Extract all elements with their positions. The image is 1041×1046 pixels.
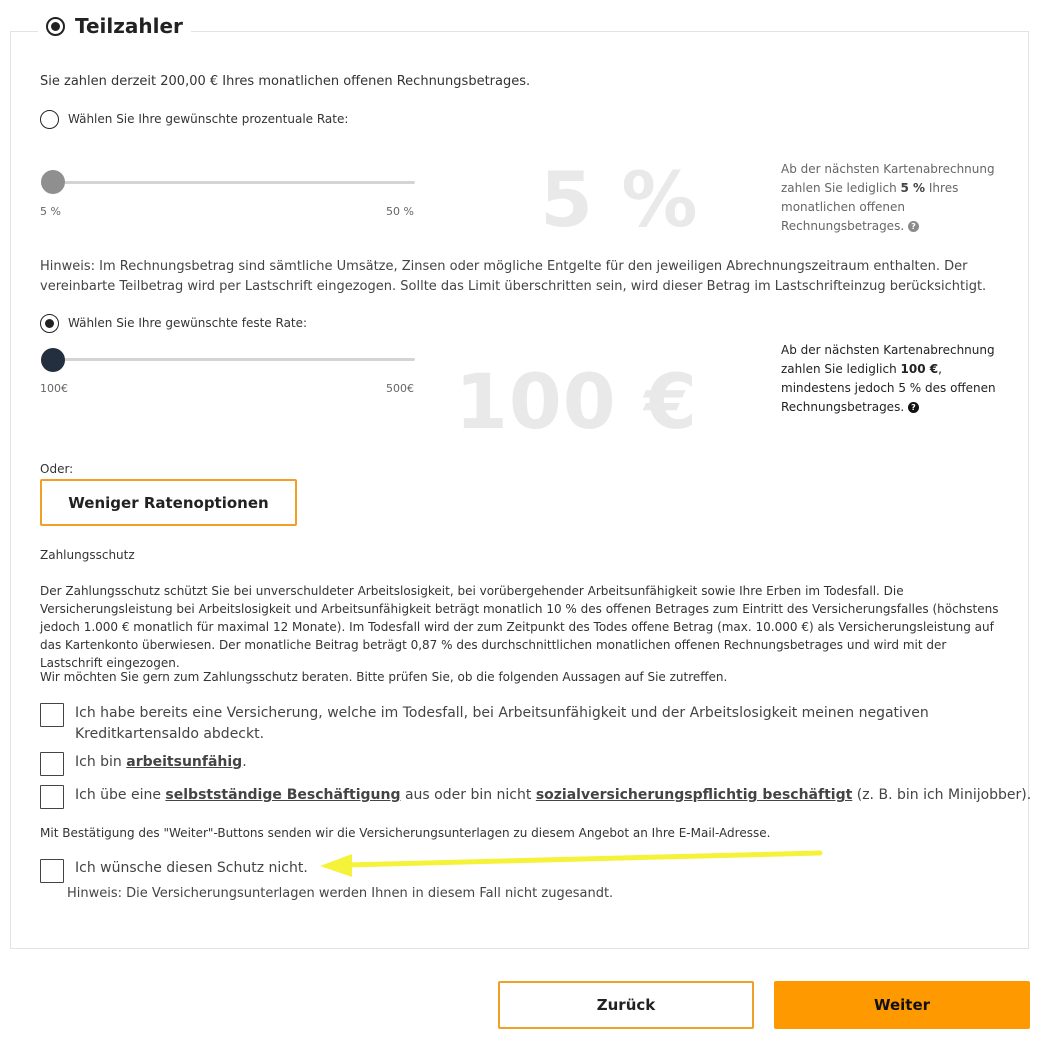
highlight-arrow [300,840,830,880]
check-2-prefix: Ich bin [75,754,127,770]
check-3-suffix: (z. B. bin ich Minijobber). [852,787,1032,803]
percent-max-label: 50 % [386,205,414,218]
decline-hint: Hinweis: Die Versicherungsunterlagen werden Ihnen in diesem Fall nicht zugesandt. [67,886,614,901]
check-3-middle: aus oder bin nicht [400,787,536,803]
check-3-prefix: Ich übe eine [75,787,166,803]
protection-heading: Zahlungsschutz [40,548,135,562]
percent-min-label: 5 % [40,205,61,218]
fixed-rate-note [781,341,996,417]
advice-text: Wir möchten Sie gern zum Zahlungsschutz beraten. Bitte prüfen Sie, ob die folgenden Aussagen auf Sie zutreffen. [40,670,728,684]
fixed-rate-label: Wählen Sie Ihre gewünschte feste Rate: [68,316,308,330]
fixed-max-label: 500€ [386,382,414,395]
unable-to-work-checkbox[interactable] [40,752,64,776]
fixed-rate-slider-thumb[interactable] [41,348,65,372]
existing-insurance-label: Ich habe bereits eine Versicherung, welche im Todesfall, bei Arbeitsunfähigkeit und der Arbeitslosigkeit meinen negativen Kreditkartensaldo abdeckt. [75,705,929,742]
percent-value-display: 5 % [540,155,699,244]
self-employed-label [75,785,1031,806]
self-employed-link[interactable]: selbstständige Beschäftigung [165,787,401,803]
decline-protection-checkbox[interactable] [40,859,64,883]
arbeitsunfaehig-link[interactable]: arbeitsunfähig [126,754,243,770]
self-employed-checkbox[interactable] [40,785,64,809]
percent-rate-label: Wählen Sie Ihre gewünschte prozentuale Rate: [68,112,349,126]
social-insurance-link[interactable]: sozialversicherungspflichtig beschäftigt [535,787,853,803]
check-2-suffix: . [242,754,247,770]
percent-rate-slider-thumb[interactable] [41,170,65,194]
percent-note-suffix: Ihres monatlichen offenen Rechnungsbetrages. [781,181,959,233]
fixed-note-suffix: , mindestens jedoch 5 % des offenen Rechnungsbetrages. [781,362,996,414]
percent-note-prefix: Ab der nächsten Kartenabrechnung zahlen Sie lediglich [781,162,995,195]
existing-insurance-checkbox[interactable] [40,703,64,727]
percent-rate-note [781,160,996,236]
back-button[interactable]: Zurück [498,981,754,1029]
unable-to-work-label [75,752,247,773]
percent-note-value: 5 % [900,181,926,195]
confirm-text: Mit Bestätigung des "Weiter"-Buttons senden wir die Versicherungsunterlagen zu diesem Angebot an Ihre E-Mail-Adresse. [40,826,771,840]
percent-rate-slider-track[interactable] [41,181,415,184]
fixed-rate-slider-track[interactable] [41,358,415,361]
fixed-note-prefix: Ab der nächsten Kartenabrechnung zahlen Sie lediglich [781,343,995,376]
help-icon[interactable]: ? [908,402,919,413]
fixed-note-value: 100 € [900,362,939,376]
section-title: Teilzahler [75,14,183,38]
help-icon[interactable]: ? [908,221,919,232]
next-button[interactable]: Weiter [774,981,1030,1029]
fixed-value-display: 100 € [455,357,698,446]
fixed-min-label: 100€ [40,382,68,395]
teilzahler-legend[interactable] [38,10,191,42]
protection-description: Der Zahlungsschutz schützt Sie bei unverschuldeter Arbeitslosigkeit, bei vorübergehender Arbeitsunfähigkeit sowie Ihre Erben im Todesfall. Die Versicherungsleistung bei Arbeitslosigkeit und Arbeitsunfähigkeit beträgt monatlich 10 % des offenen Betrages zum Eintritt des Versicherungsfalles (höchstens jedoch 1.000 € monatlich für maximal 12 Monate). Im Todesfall wird der zum Zeitpunkt des Todes offene Betrag (max. 10.000 €) als Versicherungsleistung auf das Kartenkonto überwiesen. Der monatliche Beitrag beträgt 0,87 % des durchschnittlichen monatlichen offenen Rechnungsbetrages und wird mit der Lastschrift eingezogen. [40,584,999,670]
current-payment-text: Sie zahlen derzeit 200,00 € Ihres monatlichen offenen Rechnungsbetrages. [40,74,531,89]
hint-text: Hinweis: Im Rechnungsbetrag sind sämtliche Umsätze, Zinsen oder mögliche Entgelte für den jeweiligen Abrechnungszeitraum enthalten. Der vereinbarte Teilbetrag wird per Lastschrift eingezogen. Sollte das Limit überschritten sein, wird dieser Betrag im Lastschrifteinzug berücksichtigt. [40,259,987,294]
percent-rate-radio[interactable] [40,110,59,129]
fewer-options-button[interactable]: Weniger Ratenoptionen [40,479,297,526]
fixed-rate-radio[interactable] [40,314,59,333]
decline-protection-label: Ich wünsche diesen Schutz nicht. [75,860,308,876]
or-label: Oder: [40,462,74,476]
teilzahler-radio[interactable] [46,17,65,36]
